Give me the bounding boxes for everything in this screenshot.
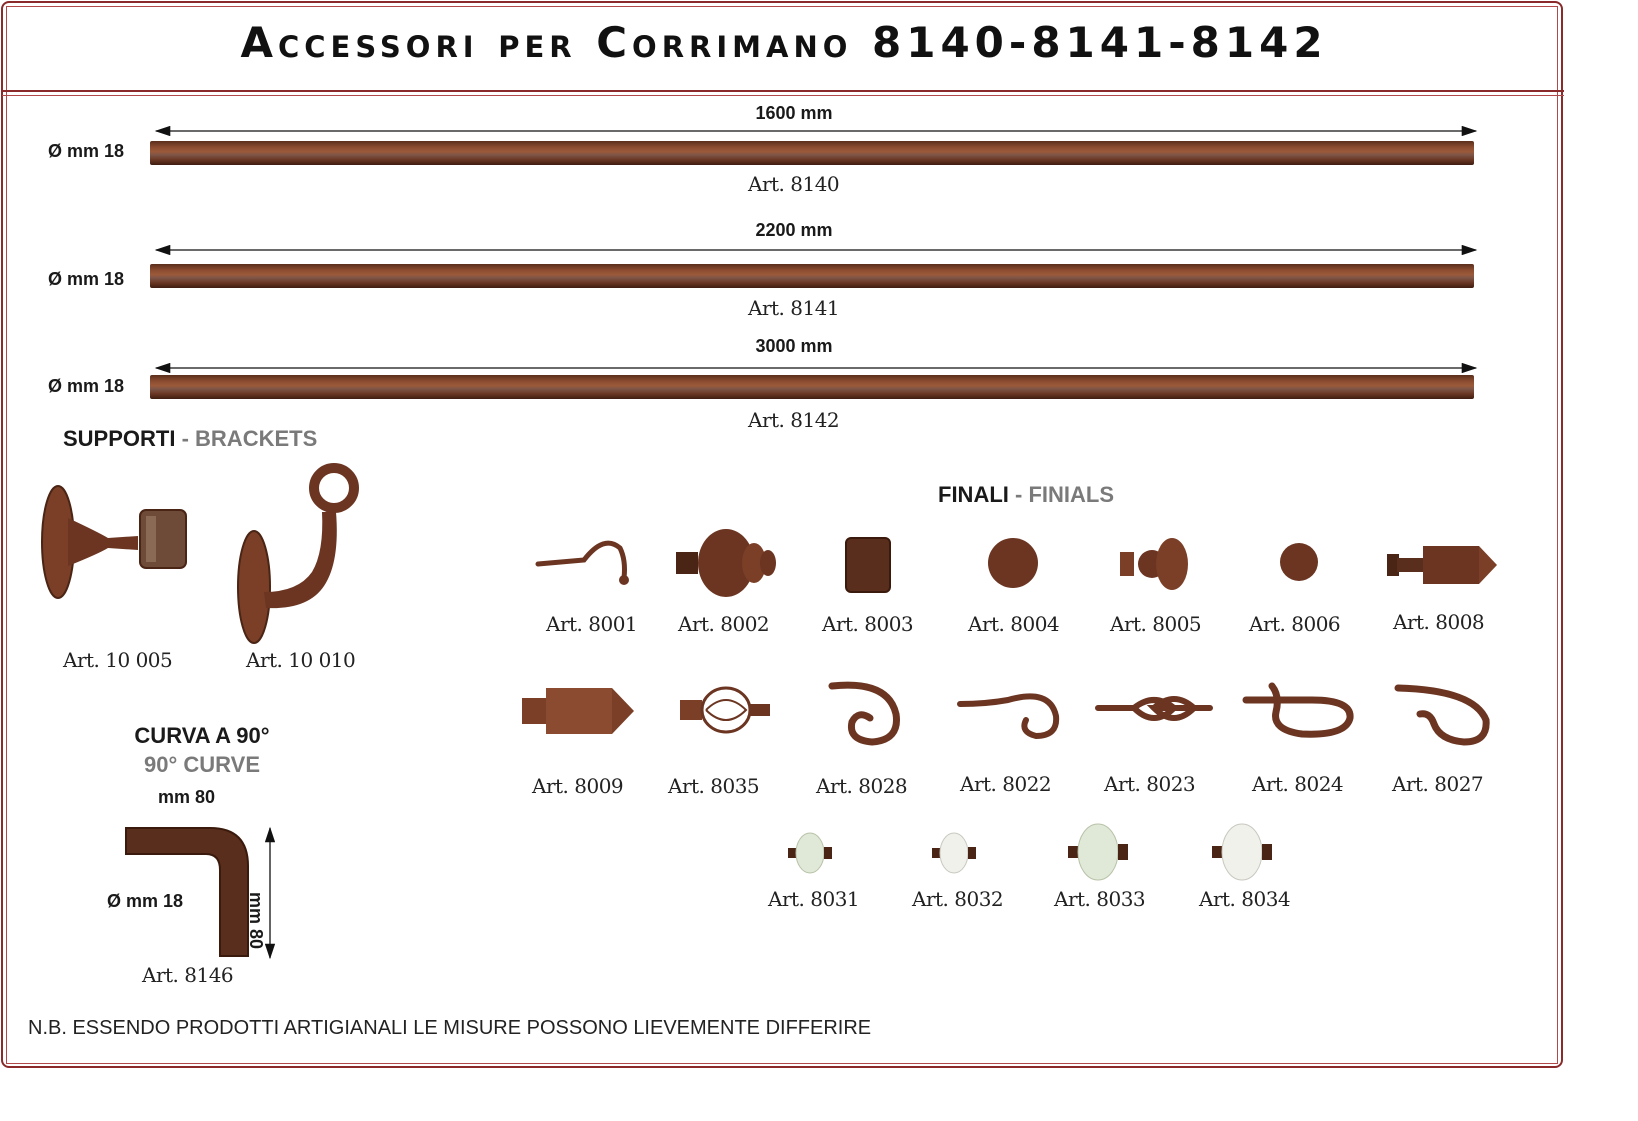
finial-article-8031: Art. 8031 (768, 887, 860, 911)
finial-article-8035: Art. 8035 (668, 774, 760, 798)
finial-article-8034: Art. 8034 (1199, 887, 1291, 911)
finial-8008-image (1385, 540, 1500, 590)
curve-top-dimension: mm 80 (158, 787, 216, 807)
finial-8034-image (1212, 822, 1276, 882)
footnote: N.B. ESSENDO PRODOTTI ARTIGIANALI LE MISURE POSSONO LIEVEMENTE DIFFERIRE (28, 1017, 872, 1039)
rod-length-1600: 1600 mm (755, 103, 833, 123)
finial-article-8009: Art. 8009 (532, 774, 624, 798)
finial-article-8001: Art. 8001 (546, 612, 638, 636)
finial-article-8006: Art. 8006 (1249, 612, 1341, 636)
finial-article-8024: Art. 8024 (1252, 772, 1344, 796)
finial-8006-image (1279, 542, 1323, 586)
finial-8004-image (986, 536, 1042, 592)
finial-article-8027: Art. 8027 (1392, 772, 1484, 796)
rod-length-2200: 2200 mm (755, 220, 833, 240)
finial-8032-image (932, 830, 982, 876)
curve-article-8146: Art. 8146 (142, 963, 234, 987)
finial-article-8033: Art. 8033 (1054, 887, 1146, 911)
finial-8027-image (1394, 680, 1494, 750)
finial-8003-image (844, 536, 894, 596)
finial-article-8008: Art. 8008 (1393, 610, 1485, 634)
curve-diameter: Ø mm 18 (107, 891, 184, 911)
rod-diameter-3: Ø mm 18 (48, 376, 125, 396)
rod-article-8140: Art. 8140 (748, 172, 840, 196)
bracket-article-10010: Art. 10 010 (246, 648, 356, 672)
rod-dimension-arrows (0, 0, 1568, 420)
bracket-10005-image (38, 480, 198, 610)
page-title: Accessori per Corrimano 8140-8141-8142 (240, 18, 1328, 67)
finial-8009-image (520, 682, 640, 742)
finial-8035-image (678, 686, 778, 736)
finial-8002-image (674, 528, 784, 598)
curve-side-dimension: mm 80 (246, 892, 266, 950)
rod-article-8141: Art. 8141 (748, 296, 840, 320)
rod-article-8142: Art. 8142 (748, 408, 840, 432)
curve-heading-en: 90° CURVE (144, 752, 260, 777)
finial-article-8032: Art. 8032 (912, 887, 1004, 911)
finial-article-8004: Art. 8004 (968, 612, 1060, 636)
finials-heading: FINALI - FINIALS (938, 482, 1115, 507)
finial-article-8005: Art. 8005 (1110, 612, 1202, 636)
rod-length-3000: 3000 mm (755, 336, 833, 356)
rod-8142 (150, 375, 1474, 399)
rod-diameter-2: Ø mm 18 (48, 269, 125, 289)
finial-8022-image (956, 686, 1066, 746)
finial-article-8022: Art. 8022 (960, 772, 1052, 796)
bracket-10010-image (228, 462, 368, 652)
rod-8141 (150, 264, 1474, 288)
finial-8033-image (1068, 822, 1132, 882)
finial-article-8003: Art. 8003 (822, 612, 914, 636)
finial-article-8023: Art. 8023 (1104, 772, 1196, 796)
bracket-article-10005: Art. 10 005 (63, 648, 173, 672)
finial-8005-image (1118, 534, 1198, 594)
finial-8001-image (534, 530, 634, 590)
rod-diameter-1: Ø mm 18 (48, 141, 125, 161)
finial-article-8028: Art. 8028 (816, 774, 908, 798)
brackets-heading: SUPPORTI - BRACKETS (63, 426, 318, 451)
finial-8031-image (788, 830, 838, 876)
curve-heading-it: CURVA A 90° (134, 723, 270, 748)
finial-8024-image (1242, 682, 1362, 742)
finial-8028-image (828, 678, 908, 748)
finial-8023-image (1094, 688, 1214, 738)
rod-8140 (150, 141, 1474, 165)
finial-article-8002: Art. 8002 (678, 612, 770, 636)
